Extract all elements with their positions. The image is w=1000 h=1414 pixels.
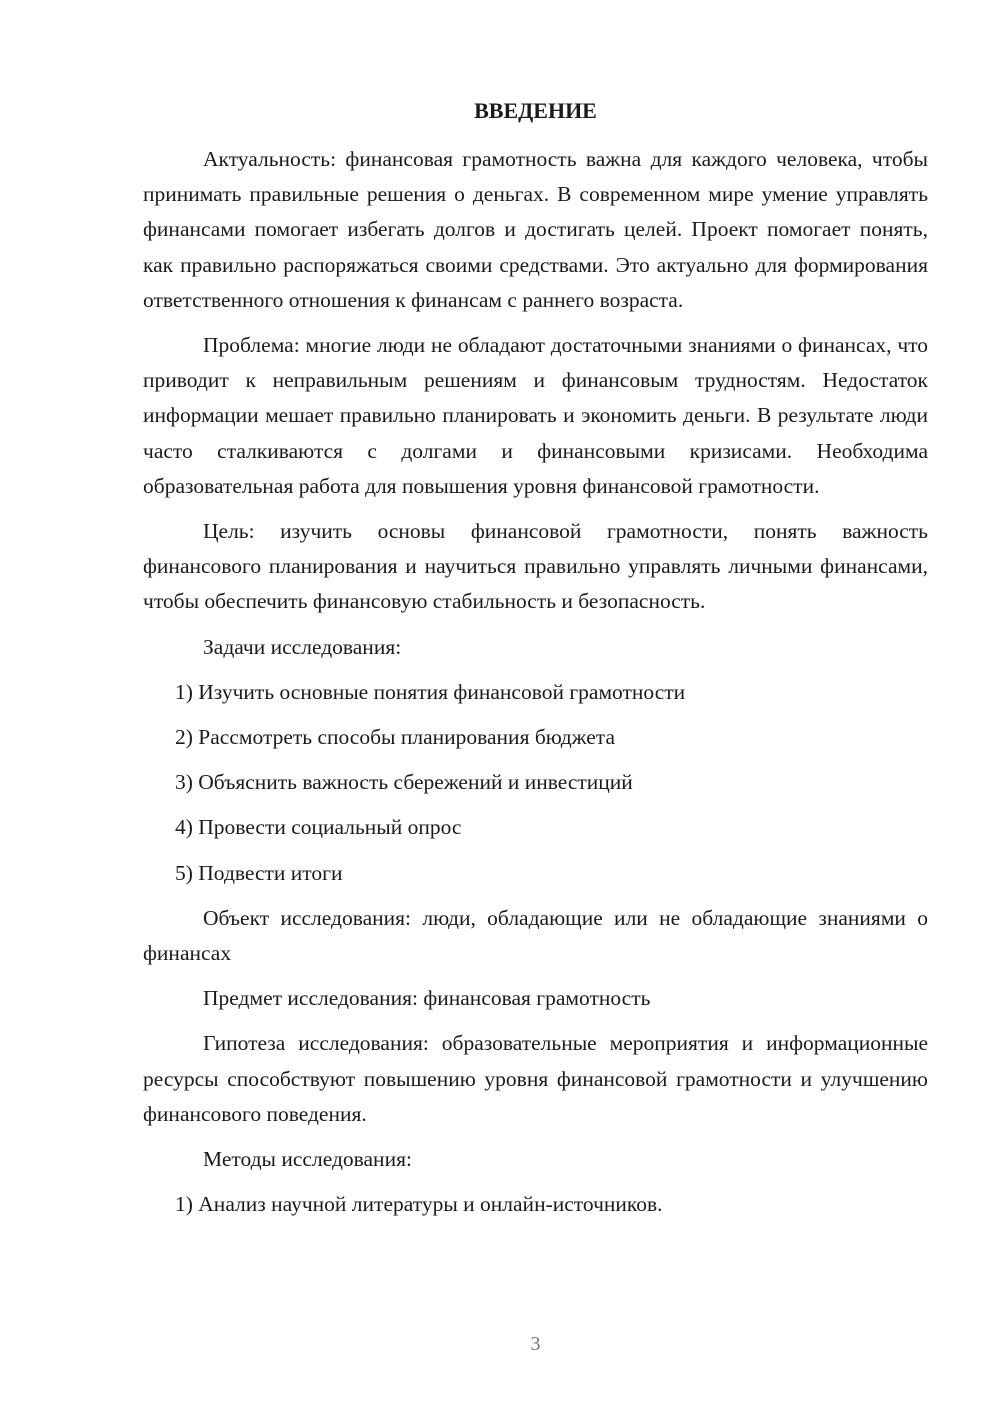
tasks-heading: Задачи исследования: <box>203 634 402 659</box>
task-item-5: 5) Подвести итоги <box>175 860 343 885</box>
object-paragraph: Объект исследования: люди, обладающие или не обладающие знаниями о финансах <box>143 905 928 966</box>
hypothesis-paragraph: Гипотеза исследования: образовательные мероприятия и информационные ресурсы способствуют повышению уровня финансовой грамотности и улучшению финансового поведения. <box>143 1031 928 1126</box>
task-item-4: 4) Провести социальный опрос <box>175 815 462 840</box>
task-item-2: 2) Рассмотреть способы планирования бюджета <box>175 725 615 750</box>
document-body <box>143 142 928 1232</box>
subject-paragraph: Предмет исследования: финансовая грамотность <box>203 986 651 1011</box>
relevance-paragraph: Актуальность: финансовая грамотность важна для каждого человека, чтобы принимать правильные решения о деньгах. В современном мире умение управлять финансами помогает избегать долгов и достигать целей. Проект помогает понять, как правильно распоряжаться своими средствами. Это актуально для формирования ответственного отношения к финансам с раннего возраста. <box>143 147 928 312</box>
method-item-1: 1) Анализ научной литературы и онлайн-источников. <box>175 1192 663 1217</box>
methods-heading: Методы исследования: <box>203 1147 412 1172</box>
page-number: 3 <box>530 1333 541 1355</box>
task-item-3: 3) Объяснить важность сбережений и инвестиций <box>175 770 633 795</box>
goal-paragraph: Цель: изучить основы финансовой грамотности, понять важность финансового планирования и научиться правильно управлять личными финансами, чтобы обеспечить финансовую стабильность и безопасность. <box>143 519 928 614</box>
document-title: ВВЕДЕНИЕ <box>474 98 597 123</box>
problem-paragraph: Проблема: многие люди не обладают достаточными знаниями о финансах, что приводит к неправильным решениям и финансовым трудностям. Недостаток информации мешает правильно планировать и экономить деньги. В результате люди часто сталкиваются с долгами и финансовыми кризисами. Необходима образовательная работа для повышения уровня финансовой грамотности. <box>143 333 928 498</box>
task-item-1: 1) Изучить основные понятия финансовой грамотности <box>175 679 686 704</box>
document-page <box>143 0 928 1414</box>
